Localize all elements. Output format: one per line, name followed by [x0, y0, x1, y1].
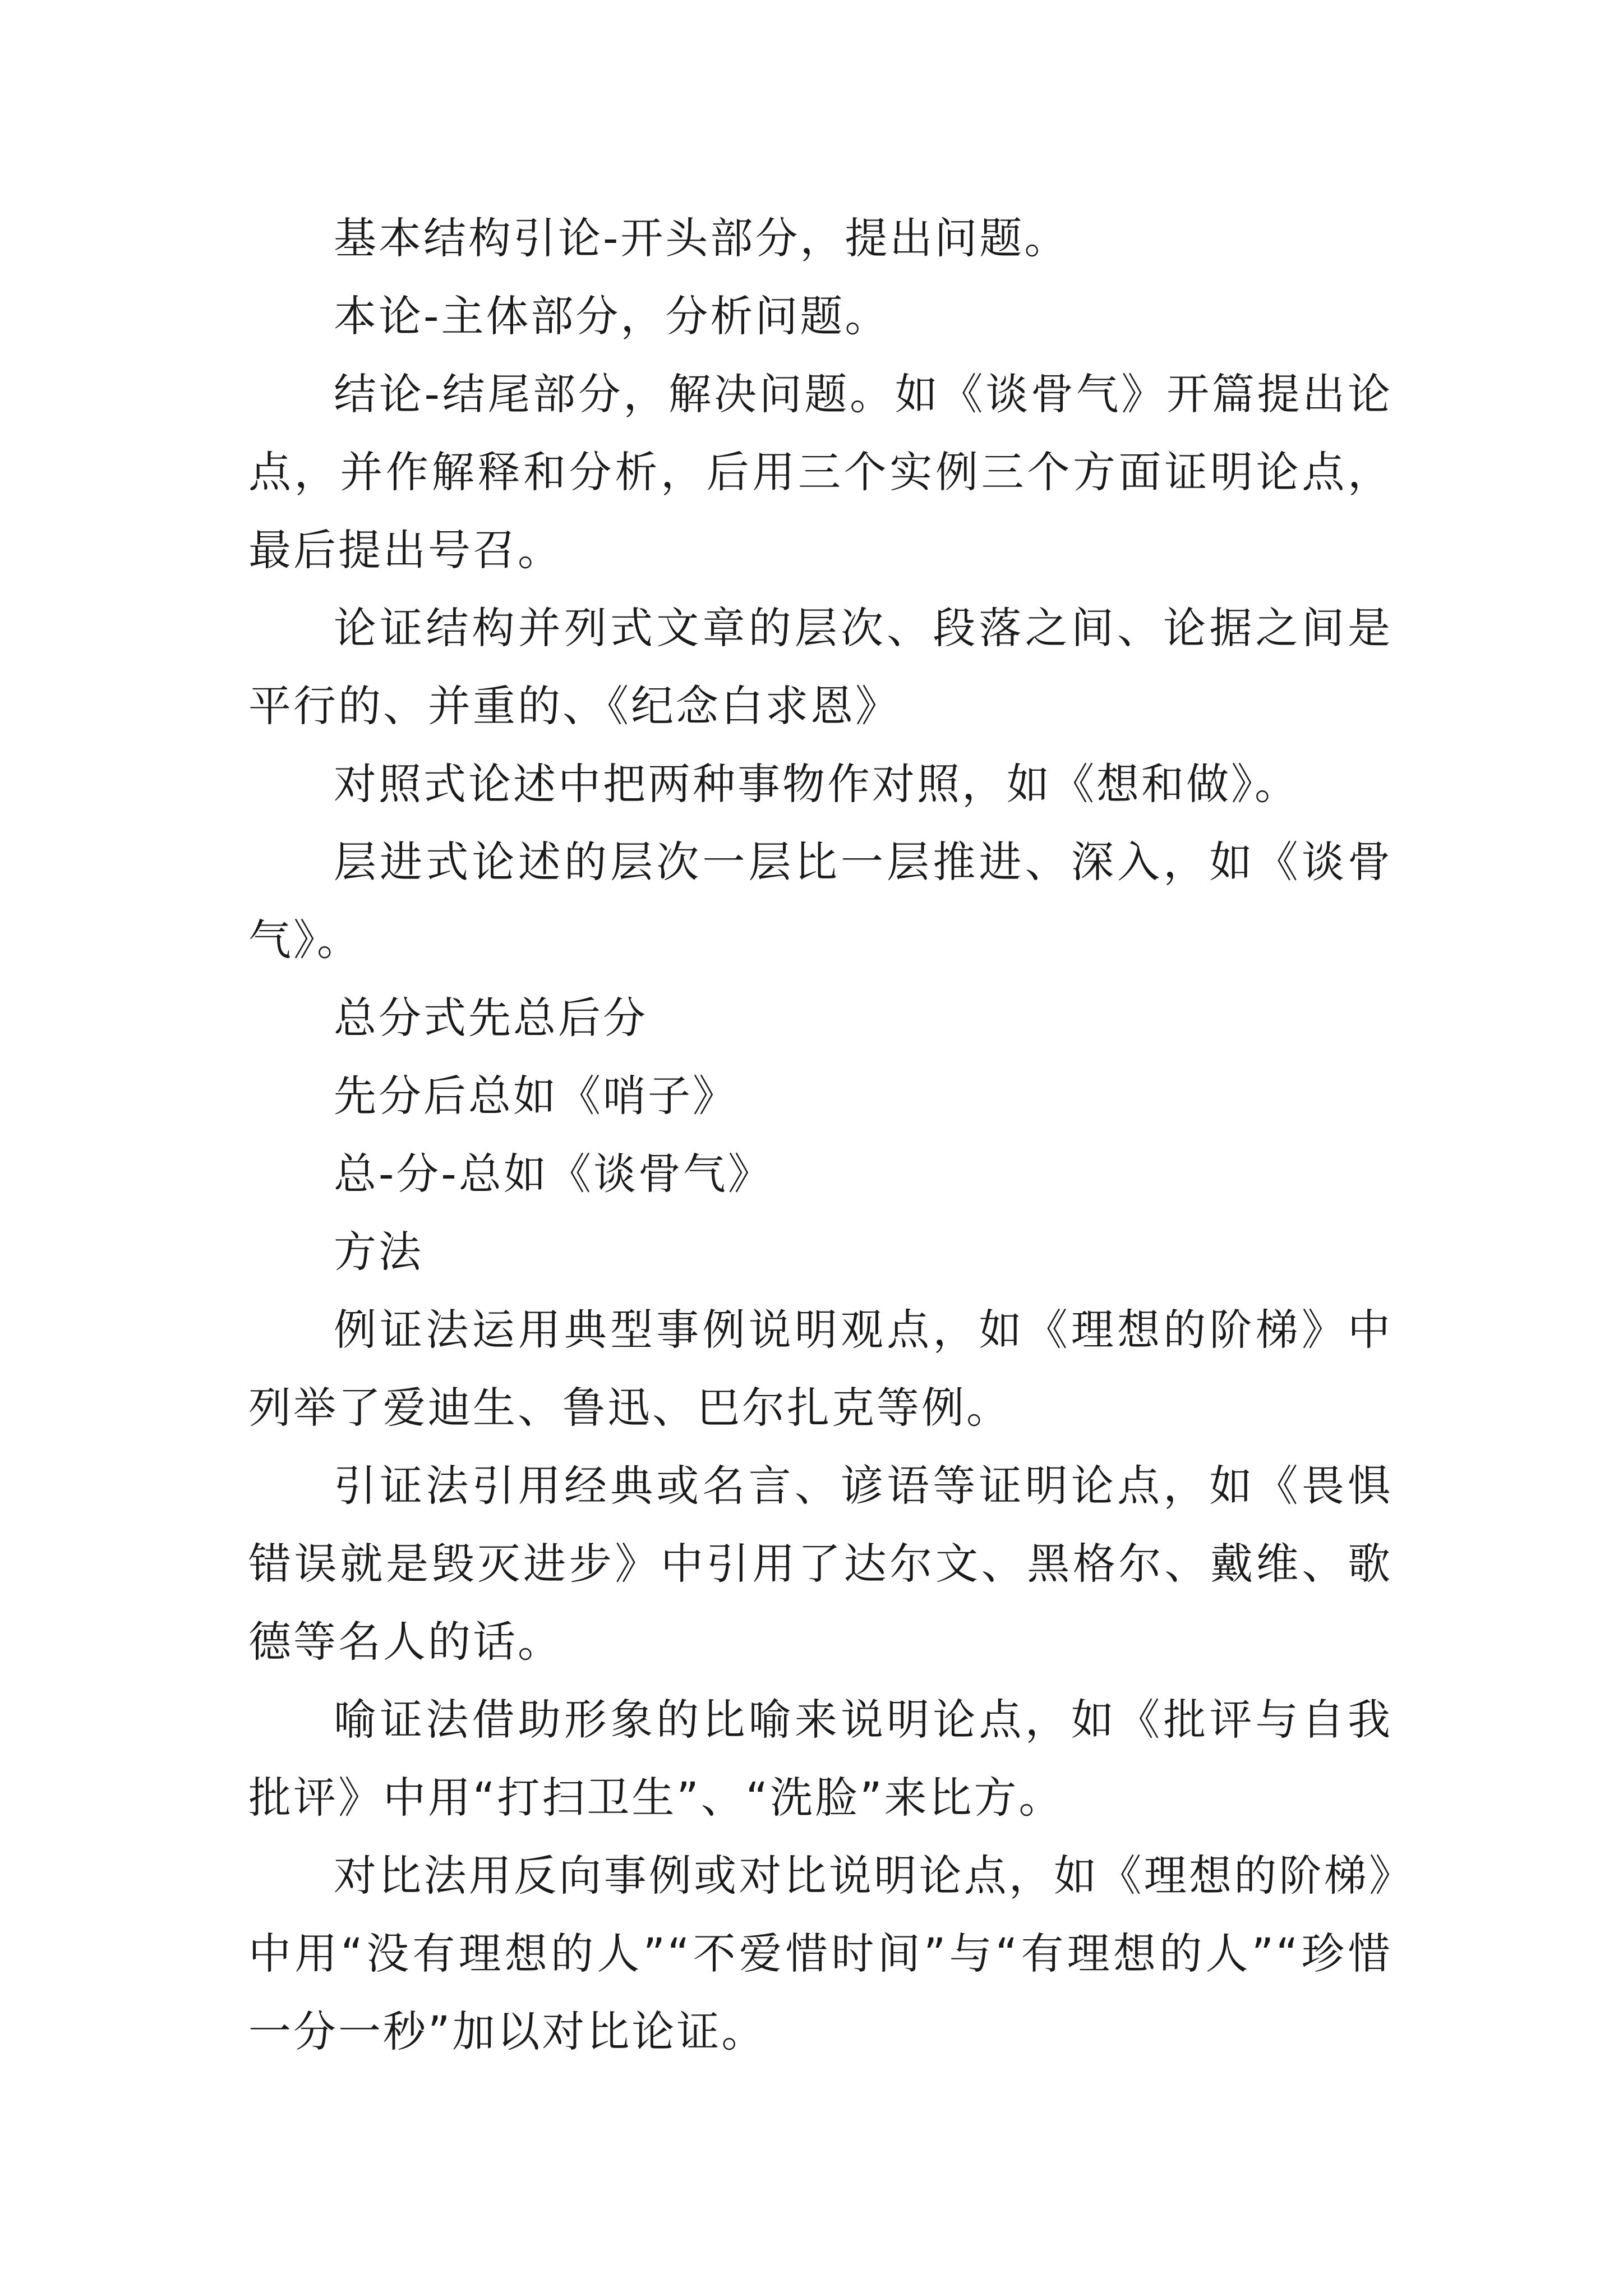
paragraph-progressive-structure: 层进式论述的层次一层比一层推进、深入，如《谈骨气》。 — [248, 837, 1393, 965]
paragraph-methods-heading: 方法 — [334, 1227, 423, 1277]
paragraph-metaphor-method: 喻证法借助形象的比喻来说明论点，如《批评与自我批评》中用“打扫卫生”、“洗脸”来比方。 — [248, 1695, 1393, 1823]
paragraph-conclusion: 结论-结尾部分，解决问题。如《谈骨气》开篇提出论点，并作解释和分析，后用三个实例三个方面证明论点，最后提出号召。 — [248, 369, 1393, 575]
paragraph-specific-general: 先分后总如《哨子》 — [334, 1071, 737, 1121]
paragraph-general-specific-general: 总-分-总如《谈骨气》 — [334, 1149, 773, 1199]
paragraph-example-method: 例证法运用典型事例说明观点，如《理想的阶梯》中列举了爱迪生、鲁迅、巴尔扎克等例。 — [248, 1305, 1393, 1433]
document-body — [248, 199, 1393, 2070]
paragraph-parallel-structure: 论证结构并列式文章的层次、段落之间、论据之间是平行的、并重的、《纪念白求恩》 — [248, 603, 1393, 731]
paragraph-contrast-structure: 对照式论述中把两种事物作对照，如《想和做》。 — [334, 759, 1299, 809]
paragraph-main-body: 本论-主体部分，分析问题。 — [334, 291, 890, 341]
paragraph-basic-structure: 基本结构引论-开头部分，提出问题。 — [334, 213, 1069, 263]
paragraph-quotation-method: 引证法引用经典或名言、谚语等证明论点，如《畏惧错误就是毁灭进步》中引用了达尔文、黑格尔、戴维、歌德等名人的话。 — [248, 1461, 1393, 1667]
paragraph-comparison-method: 对比法用反向事例或对比说明论点，如《理想的阶梯》中用“没有理想的人”“不爱惜时间”与“有理想的人”“珍惜一分一秒”加以对比论证。 — [248, 1851, 1393, 2056]
paragraph-general-specific: 总分式先总后分 — [334, 993, 648, 1043]
